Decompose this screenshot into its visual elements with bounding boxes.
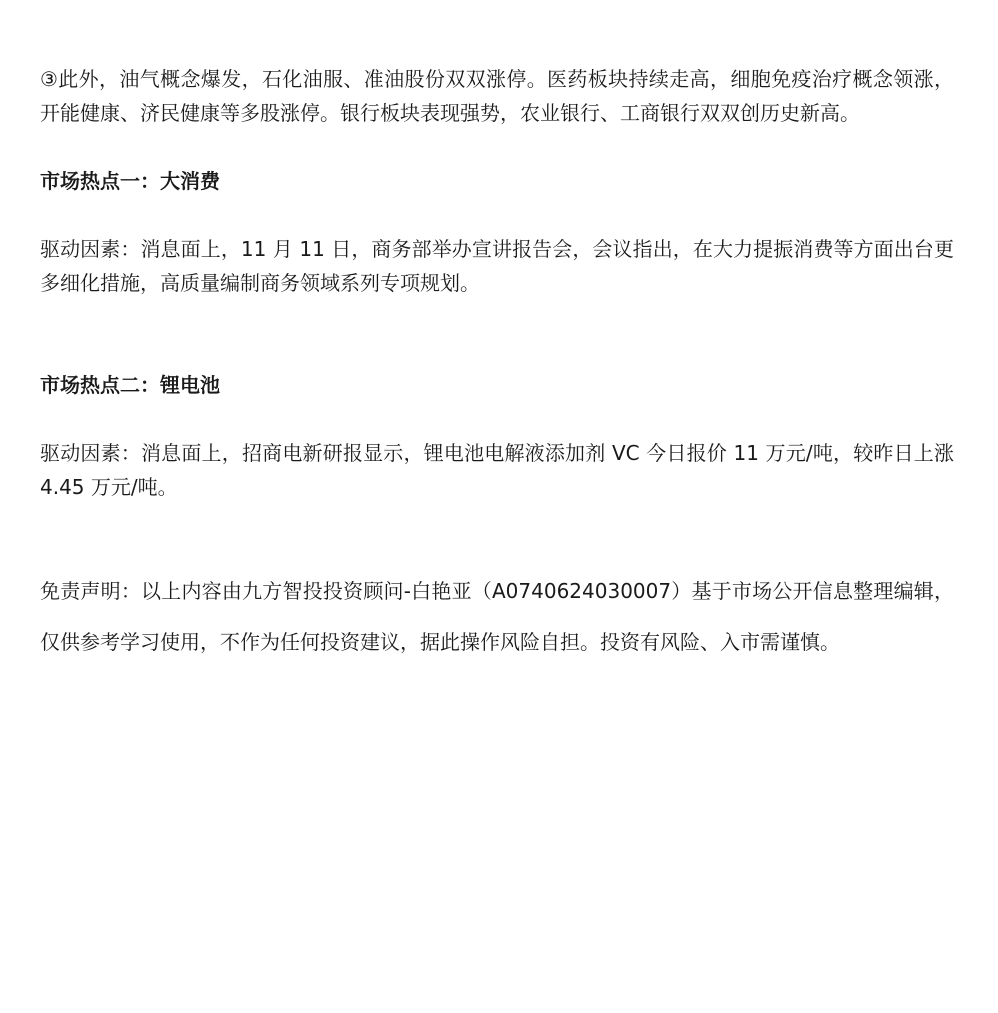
hotspot-2-driver: 驱动因素：消息面上，招商电新研报显示，锂电池电解液添加剂 VC 今日报价 11 万元/吨，较昨日上涨 4.45 万元/吨。: [40, 441, 954, 499]
hotspot-2-title: 市场热点二：锂电池: [40, 373, 220, 397]
disclaimer-text: 免责声明：以上内容由九方智投投资顾问-白艳亚（A0740624030007）基于市场公开信息整理编辑，仅供参考学习使用，不作为任何投资建议，据此操作风险自担。投资有风险、入市需谨慎。: [40, 579, 954, 654]
document-body: [40, 62, 954, 668]
hotspot-1-title: 市场热点一：大消费: [40, 169, 220, 193]
hotspot-1-driver: 驱动因素：消息面上，11 月 11 日，商务部举办宣讲报告会，会议指出，在大力提振消费等方面出台更多细化措施，高质量编制商务领域系列专项规划。: [40, 237, 954, 295]
market-summary-paragraph: ③此外，油气概念爆发，石化油服、准油股份双双涨停。医药板块持续走高，细胞免疫治疗概念领涨，开能健康、济民健康等多股涨停。银行板块表现强势，农业银行、工商银行双双创历史新高。: [40, 67, 954, 125]
